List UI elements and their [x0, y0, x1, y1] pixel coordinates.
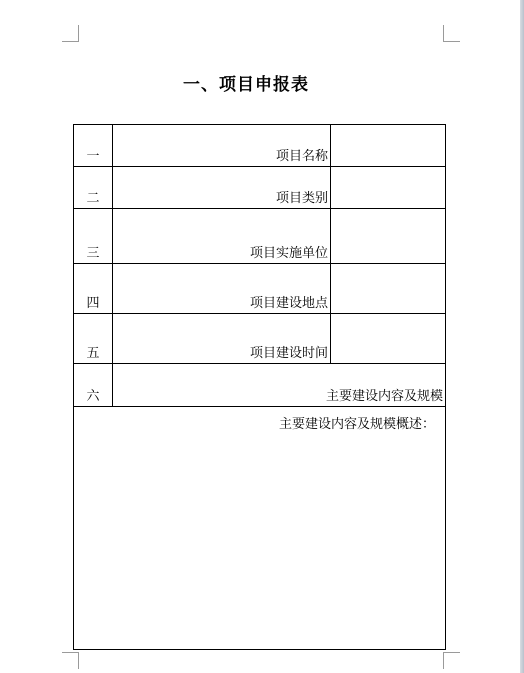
page-title: 一、项目申报表 — [183, 75, 309, 95]
margin-corner-top-right — [443, 25, 460, 42]
row-number: 一 — [74, 125, 113, 167]
table-row — [74, 264, 446, 314]
table-row — [74, 407, 446, 650]
field-value-construction-site[interactable] — [331, 264, 446, 314]
field-label-construction-site: 项目建设地点 — [113, 264, 331, 314]
application-form-table — [73, 124, 446, 650]
description-area[interactable] — [74, 407, 446, 650]
row-number: 四 — [74, 264, 113, 314]
table-row — [74, 125, 446, 167]
field-label-project-category: 项目类别 — [113, 167, 331, 209]
field-label-implementing-unit: 项目实施单位 — [113, 209, 331, 264]
row-number: 三 — [74, 209, 113, 264]
table-row — [74, 364, 446, 407]
margin-corner-top-left — [62, 25, 79, 42]
page-edge — [520, 0, 524, 673]
field-value-construction-time[interactable] — [331, 314, 446, 364]
description-label: 主要建设内容及规模概述： — [278, 417, 435, 432]
field-label-project-name: 项目名称 — [113, 125, 331, 167]
row-number: 二 — [74, 167, 113, 209]
row-number: 五 — [74, 314, 113, 364]
field-value-project-name[interactable] — [331, 125, 446, 167]
row-number: 六 — [74, 364, 113, 407]
field-value-project-category[interactable] — [331, 167, 446, 209]
table-row — [74, 314, 446, 364]
field-label-main-content: 主要建设内容及规模 — [113, 364, 446, 407]
margin-corner-bottom-right — [443, 652, 460, 669]
field-label-construction-time: 项目建设时间 — [113, 314, 331, 364]
margin-corner-bottom-left — [62, 652, 79, 669]
table-row — [74, 167, 446, 209]
field-value-implementing-unit[interactable] — [331, 209, 446, 264]
table-row — [74, 209, 446, 264]
